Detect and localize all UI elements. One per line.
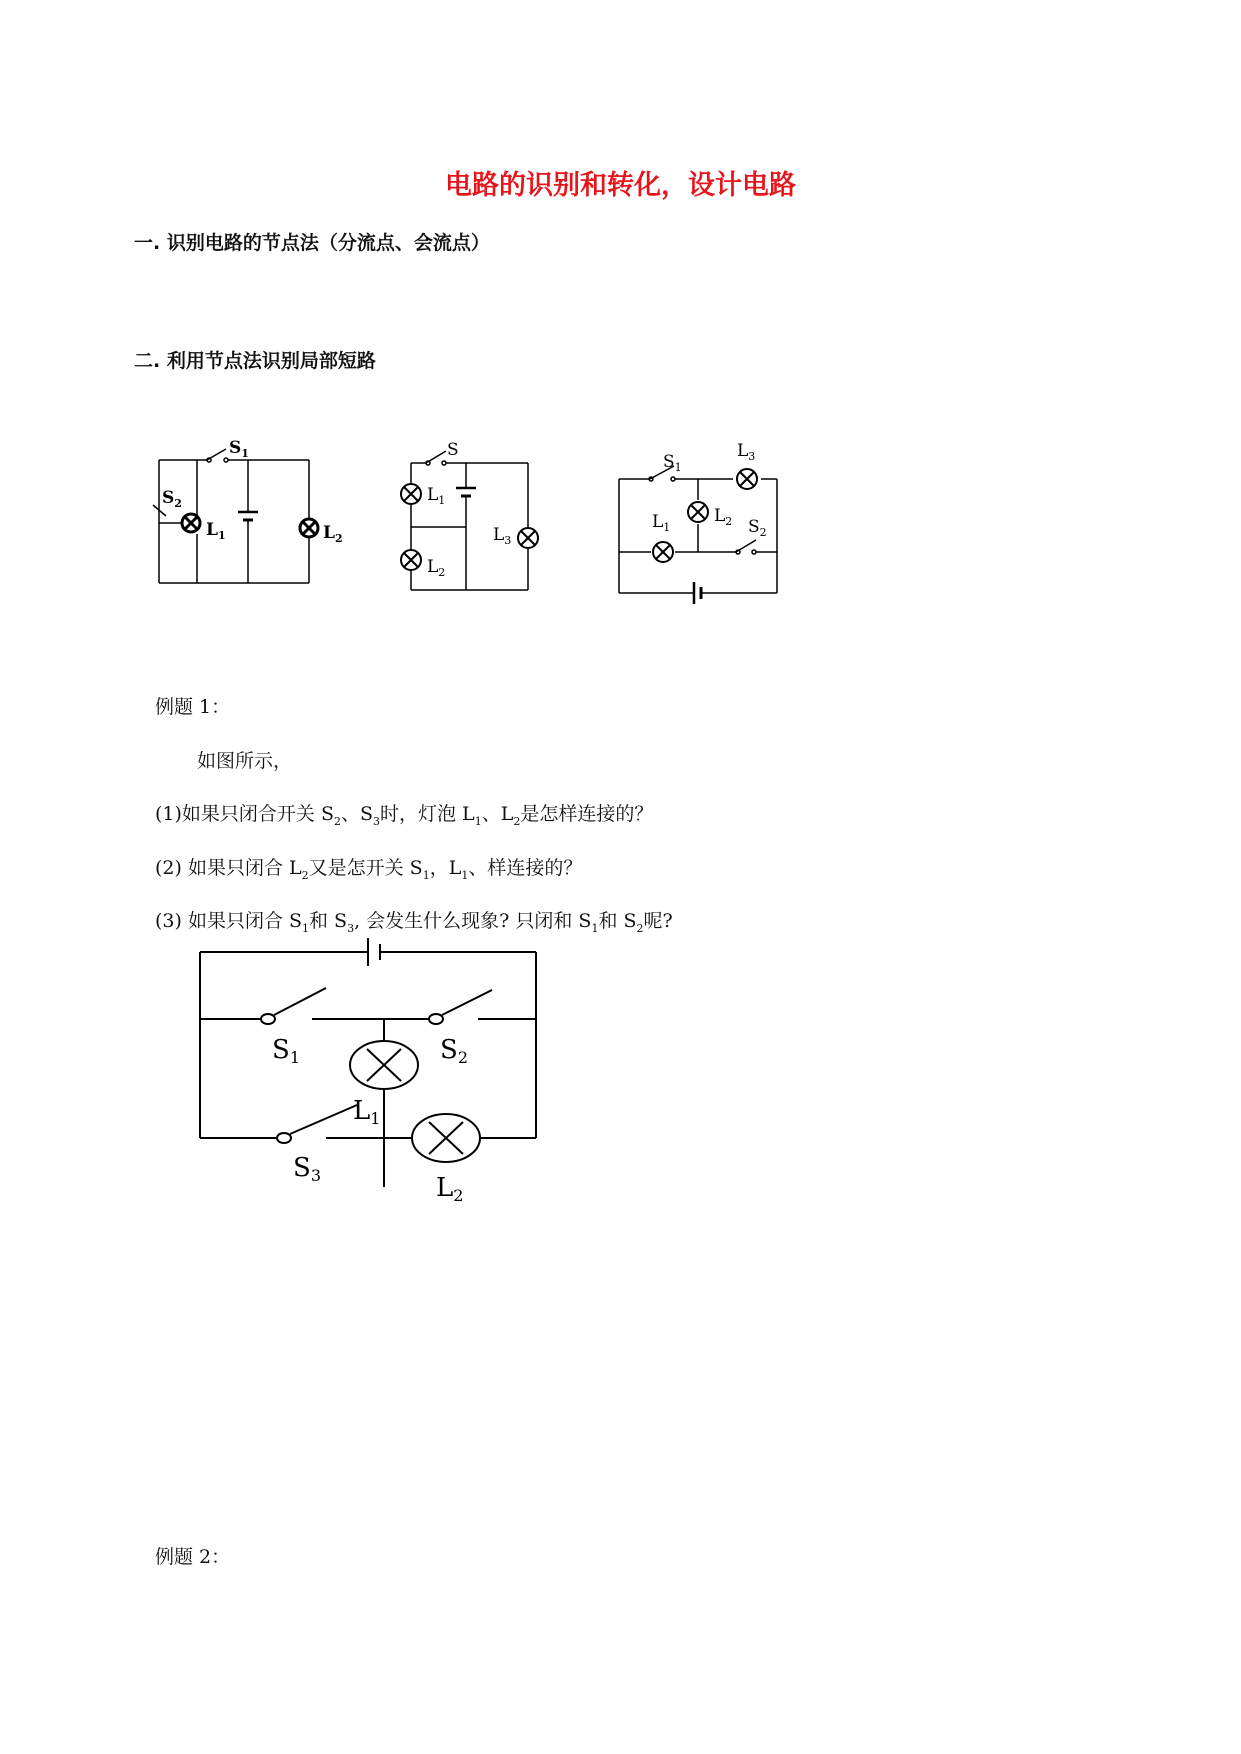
lamp-icon-d2-l1 bbox=[401, 484, 421, 504]
big-label-s2: S2 bbox=[440, 1035, 468, 1067]
d3-label-l2: $L_2$ bbox=[714, 506, 733, 528]
example1-intro: 如图所示， bbox=[197, 750, 293, 772]
lamp-icon-d2-l3 bbox=[518, 528, 538, 548]
d2-label-s: S bbox=[447, 440, 459, 460]
d2-label-l1: $L_1$ bbox=[427, 485, 446, 507]
d2-label-l3: $L_3$ bbox=[493, 525, 512, 547]
lamp-icon-d3-l3 bbox=[737, 469, 757, 489]
lamp-icon-d1-l2 bbox=[300, 519, 318, 537]
page-title: 电路的识别和转化，设计电路 bbox=[445, 170, 796, 201]
d2-label-l2: $L_2$ bbox=[427, 557, 446, 579]
lamp-icon-d3-l2 bbox=[688, 502, 708, 522]
section-heading-2: 二. 利用节点法识别局部短路 bbox=[134, 350, 376, 372]
example2-label: 例题 2： bbox=[155, 1546, 231, 1568]
d1-label-l1: $L_1$ bbox=[206, 520, 226, 542]
section-heading-1: 一. 识别电路的节点法（分流点、会流点） bbox=[134, 232, 490, 254]
lamp-icon-d2-l2 bbox=[401, 550, 421, 570]
d3-label-l3: $L_3$ bbox=[737, 441, 756, 463]
d3-label-l1: $L_1$ bbox=[652, 512, 671, 534]
d1-label-l2: $L_2$ bbox=[323, 523, 343, 545]
lamp-icon-big-l2 bbox=[412, 1114, 480, 1162]
big-label-l2: L2 bbox=[436, 1173, 464, 1205]
lamp-icon-d1-l1 bbox=[182, 514, 200, 532]
d1-label-s2: $S_2$ bbox=[162, 488, 182, 510]
big-label-s3: S3 bbox=[293, 1153, 321, 1185]
d3-label-s1: $S_1$ bbox=[663, 452, 682, 474]
question-3: (3) 如果只闭合 $S_1$和 $S_3$, 会发生什么现象? 只闭和 $S_1$和 $S_2$呢? bbox=[155, 910, 673, 935]
d1-label-s1: $S_1$ bbox=[229, 438, 249, 460]
example1-label: 例题 1： bbox=[155, 696, 231, 718]
d3-label-s2: $S_2$ bbox=[748, 517, 767, 539]
lamp-icon-big-l1 bbox=[350, 1041, 418, 1089]
big-label-s1: S1 bbox=[272, 1035, 300, 1067]
circuit-diagram-1 bbox=[153, 449, 309, 583]
question-1: (1)如果只闭合开关 $S_2$、$S_3$时，灯泡 $L_1$、$L_2$是怎样连接的？ bbox=[155, 803, 654, 828]
lamp-icon-d3-l1 bbox=[653, 542, 673, 562]
big-label-l1: L1 bbox=[353, 1096, 381, 1128]
question-2: (2) 如果只闭合 $L_2$又是怎开关 $S_1$，$L_1$、样连接的？ bbox=[155, 857, 583, 882]
